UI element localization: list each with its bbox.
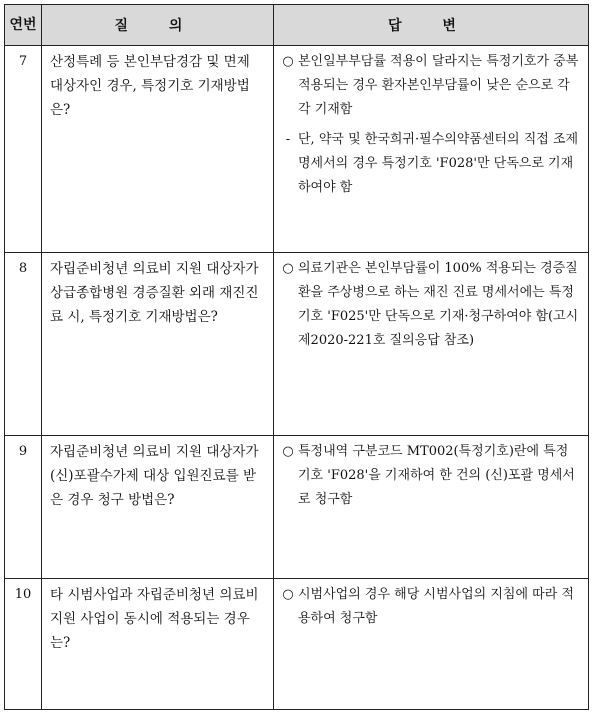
answer-cell (274, 436, 589, 579)
header-row (5, 5, 589, 46)
dash-bullet-icon: - (285, 132, 291, 147)
circle-bullet-icon: ○ (282, 261, 294, 276)
question-cell: 자립준비청년 의료비 지원 대상자가 (신)포괄수가제 대상 입원진료를 받은 경우 청구 방법은? (42, 436, 274, 579)
header-question: 질 의 (42, 5, 274, 46)
answer-text: 의료기관은 본인부담률이 100% 적용되는 경증질환을 주상병으로 하는 재진 진료 명세서에는 특정기호 'F025'만 단독으로 기재·청구하여야 함(고시 제2020-221호 질의응답 참조) (298, 261, 579, 348)
table-row (5, 579, 589, 710)
table-row (5, 46, 589, 253)
circle-bullet-icon: ○ (282, 444, 294, 459)
table-row (5, 253, 589, 436)
answer-cell (274, 46, 589, 253)
row-number: 8 (5, 253, 42, 436)
answer-text: 단, 약국 및 한국희귀·필수의약품센터의 직접 조제 명세서의 경우 특정기호 'F028'만 단독으로 기재하여야 함 (298, 132, 579, 195)
table-row (5, 436, 589, 579)
question-cell: 산정특례 등 본인부담경감 및 면제 대상자인 경우, 특정기호 기재방법은? (42, 46, 274, 253)
row-number: 10 (5, 579, 42, 710)
answer-item (278, 583, 580, 631)
answer-subitem (278, 128, 580, 200)
answer-item (278, 50, 580, 122)
answer-item (278, 440, 580, 512)
header-answer: 답 변 (274, 5, 589, 46)
row-number: 7 (5, 46, 42, 253)
row-number: 9 (5, 436, 42, 579)
answer-text: 특정내역 구분코드 MT002(특정기호)란에 특정기호 'F028'을 기재하여 한 건의 (신)포괄 명세서로 청구함 (298, 444, 575, 507)
question-cell: 타 시범사업과 자립준비청년 의료비 지원 사업이 동시에 적용되는 경우는? (42, 579, 274, 710)
answer-text: 시범사업의 경우 해당 시범사업의 지침에 따라 적용하여 청구함 (298, 587, 574, 626)
answer-item (278, 257, 580, 353)
circle-bullet-icon: ○ (282, 54, 294, 69)
header-number: 연번 (5, 5, 42, 46)
answer-cell (274, 579, 589, 710)
circle-bullet-icon: ○ (282, 587, 294, 602)
answer-cell (274, 253, 589, 436)
question-cell: 자립준비청년 의료비 지원 대상자가 상급종합병원 경증질환 외래 재진진료 시, 특정기호 기재방법은? (42, 253, 274, 436)
answer-text: 본인일부부담률 적용이 달라지는 특정기호가 중복 적용되는 경우 환자본인부담률이 낮은 순으로 각각 기재함 (298, 54, 579, 117)
qa-table (4, 4, 589, 710)
